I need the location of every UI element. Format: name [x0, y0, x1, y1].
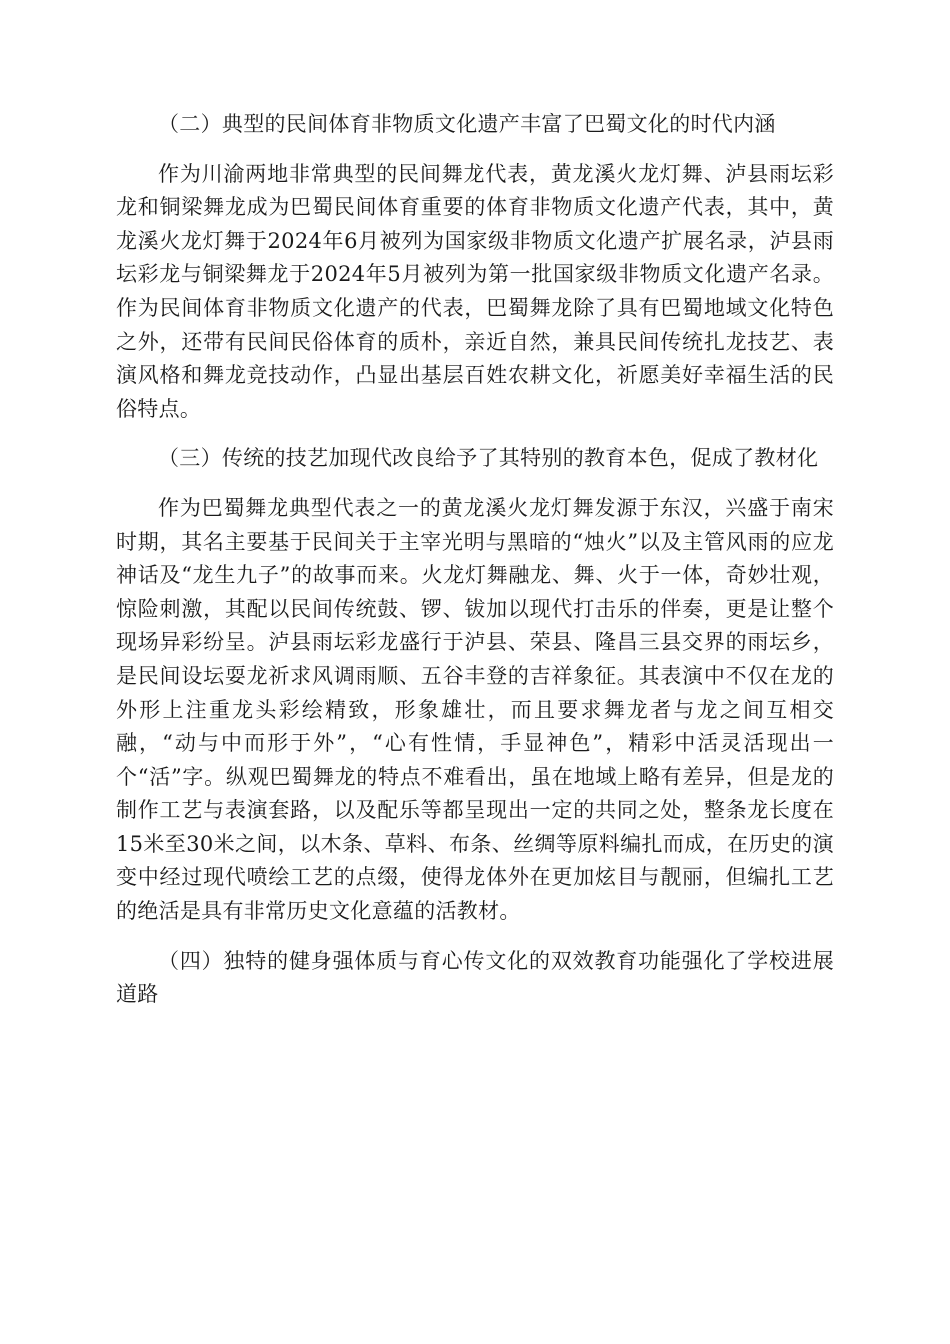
document-page — [116, 108, 834, 1028]
body-paragraph-1: 作为川渝两地非常典型的民间舞龙代表，黄龙溪火龙灯舞、泸县雨坛彩龙和铜梁舞龙成为巴蜀民间体育重要的体育非物质文化遗产代表，其中，黄龙溪火龙灯舞于2024年6月被列为国家级非物质文化遗产扩展名录，泸县雨坛彩龙与铜梁舞龙于2024年5月被列为第一批国家级非物质文化遗产名录。作为民间体育非物质文化遗产的代表，巴蜀舞龙除了具有巴蜀地域文化特色之外，还带有民间民俗体育的质朴，亲近自然，兼具民间传统扎龙技艺、表演风格和舞龙竞技动作，凸显出基层百姓农耕文化，祈愿美好幸福生活的民俗特点。 — [116, 161, 834, 421]
section-heading-2: （二）典型的民间体育非物质文化遗产丰富了巴蜀文化的时代内涵 — [158, 112, 776, 136]
section-heading-4: （四）独特的健身强体质与育心传文化的双效教育功能强化了学校进展道路 — [116, 948, 834, 1007]
body-paragraph-2: 作为巴蜀舞龙典型代表之一的黄龙溪火龙灯舞发源于东汉，兴盛于南宋时期，其名主要基于民间关于主宰光明与黑暗的“烛火”以及主管风雨的应龙神话及“龙生九子”的故事而来。火龙灯舞融龙、舞、火于一体，奇妙壮观，惊险刺激，其配以民间传统鼓、锣、钹加以现代打击乐的伴奏，更是让整个现场异彩纷呈。泸县雨坛彩龙盛行于泸县、荣县、隆昌三县交界的雨坛乡，是民间设坛耍龙祈求风调雨顺、五谷丰登的吉祥象征。其表演中不仅在龙的外形上注重龙头彩绘精致，形象雄壮，而且要求舞龙者与龙之间互相交融，“动与中而形于外”，“心有性情，手显神色”，精彩中活灵活现出一个“活”字。纵观巴蜀舞龙的特点不难看出，虽在地域上略有差异，但是龙的制作工艺与表演套路，以及配乐等都呈现出一定的共同之处，整条龙长度在15米至30米之间，以木条、草料、布条、丝绸等原料编扎而成，在历史的演变中经过现代喷绘工艺的点缀，使得龙体外在更加炫目与靓丽，但编扎工艺的绝活是具有非常历史文化意蕴的活教材。 — [116, 495, 834, 924]
section-heading-3: （三）传统的技艺加现代改良给予了其特别的教育本色，促成了教材化 — [158, 446, 819, 471]
